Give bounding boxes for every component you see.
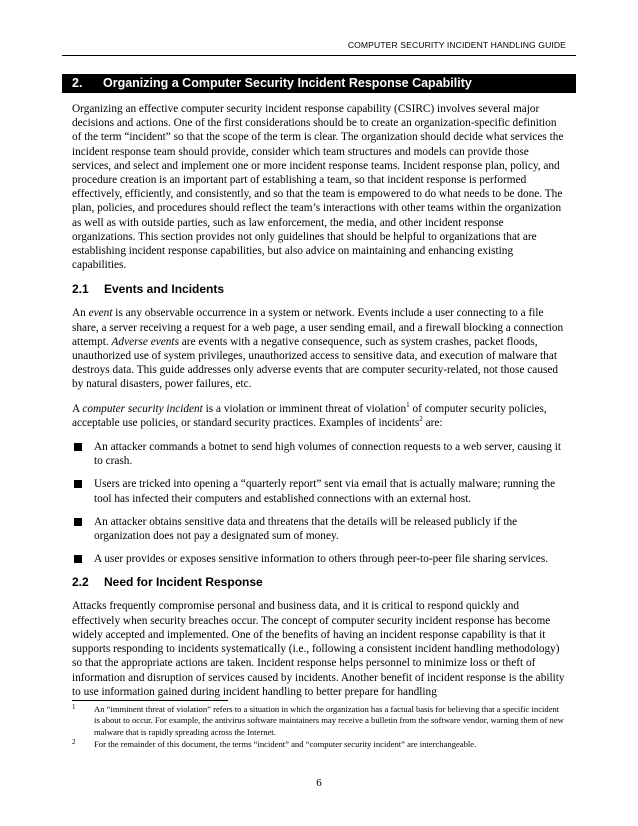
list-item-text: An attacker commands a botnet to send high volumes of connection requests to a web server, causing it to crash. [94,441,561,468]
footnote-text: For the remainder of this document, the terms “incident” and “computer security incident” are interchangeable. [94,738,477,749]
text-run: is any observable occurrence in a system or network. Events include a user connecting to a file share, a server receiving a request for a web page, a user sending email, and a firewall blocking a connection attempt. [72,307,564,348]
footnote-2 [72,739,566,750]
footnote-rule [72,700,228,701]
subsection-heading-events [72,282,566,296]
text-run: of computer security policies, acceptable use policies, or standard security practices. Examples of incidents [72,402,547,429]
footnote-number: 1 [72,703,76,711]
subsection-number: 2.2 [72,575,89,590]
incident-examples-list [72,440,566,566]
list-item [72,515,566,543]
subsection-title: Events and Incidents [104,282,225,297]
list-item-text: A user provides or exposes sensitive information to others through peer-to-peer file sharing services. [94,553,549,566]
header-rule [62,55,576,56]
text-run: An [72,307,89,320]
square-bullet-icon [74,443,82,451]
running-head: COMPUTER SECURITY INCIDENT HANDLING GUIDE [347,40,566,50]
square-bullet-icon [74,480,82,488]
subsection-heading-need [72,575,566,589]
footnote-number: 2 [72,737,76,746]
text-run: A [72,402,83,415]
need-paragraph: Attacks frequently compromise personal and business data, and it is critical to respond quickly and effectively when security breaches occur. The concept of computer security incident response has become widely accepted and implemented. One of the benefits of having an incident response capability is that it supports responding to incidents systematically (i.e., following a consistent incident handling methodology) so that the appropriate actions are taken. Incident response helps personnel to minimize loss or theft of information and disruption of services caused by incidents. Another benefit of incident response is the ability to use information gained during incident handling to better prepare for handling [72,600,565,698]
footnotes [72,704,566,751]
section-title: Organizing a Computer Security Incident Response Capability [103,76,472,90]
term-adverse-events: Adverse events [111,335,179,348]
term-computer-security-incident: computer security incident [82,402,203,415]
section-heading-bar [62,74,576,93]
page-number: 6 [316,777,322,789]
list-item-text: Users are tricked into opening a “quarterly report” sent via email that is actually malware; running the tool has infected their computers and established connections with an external host. [94,478,556,505]
footnote-text: An “imminent threat of violation” refers to a situation in which the organization has a factual basis for believing that a specific incident is about to occur. For example, the antivirus software maintainers may receive a bulletin from the software vendor, warning them of new malware that is rapidly spreading across the Internet. [94,704,564,737]
term-event: event [88,307,113,320]
footnote-1 [72,704,566,738]
square-bullet-icon [74,518,82,526]
square-bullet-icon [74,555,82,563]
page-body [72,102,566,709]
text-run: are events with a negative consequence, such as system crashes, packet floods, unauthorized use of system privileges, unauthorized access to sensitive data, and execution of malware that destroys data. This guide addresses only adverse events that are computer security-related, not those caused by natural disasters, power failures, etc. [72,335,559,391]
list-item [72,552,566,566]
intro-paragraph: Organizing an effective computer security incident response capability (CSIRC) involves several major decisions and actions. One of the first considerations should be to create an organization-specific definition of the term “incident” so that the scope of the term is clear. The organization should decide what services the incident response team should provide, consider which team structures and models can provide those services, and select and implement one or more incident response teams. Incident response plan, policy, and procedure creation is an important part of establishing a team, so that incident response is performed effectively, efficiently, and consistently, and so that the team is empowered to do what needs to be done. The plan, policies, and procedures should reflect the team’s interactions with other teams within the organization as well as with outside parties, such as law enforcement, the media, and other incident response organizations. This section provides not only guidelines that should be helpful to organizations that are establishing incident response capabilities, but also advice on maintaining and enhancing existing capabilities. [72,103,564,272]
list-item [72,440,566,468]
list-item [72,477,566,505]
text-run: are: [422,416,443,429]
footnote-ref-2: 2 [419,415,423,424]
text-run: is a violation or imminent threat of violation [202,402,407,415]
subsection-number: 2.1 [72,282,89,297]
list-item-text: An attacker obtains sensitive data and threatens that the details will be released publicly if the organization does not pay a designated sum of money. [94,515,518,543]
section-number: 2. [72,76,83,90]
incident-definition-paragraph [72,402,566,430]
event-definition-paragraph [72,306,566,391]
subsection-title: Need for Incident Response [104,575,263,590]
footnote-ref-1: 1 [406,400,410,409]
